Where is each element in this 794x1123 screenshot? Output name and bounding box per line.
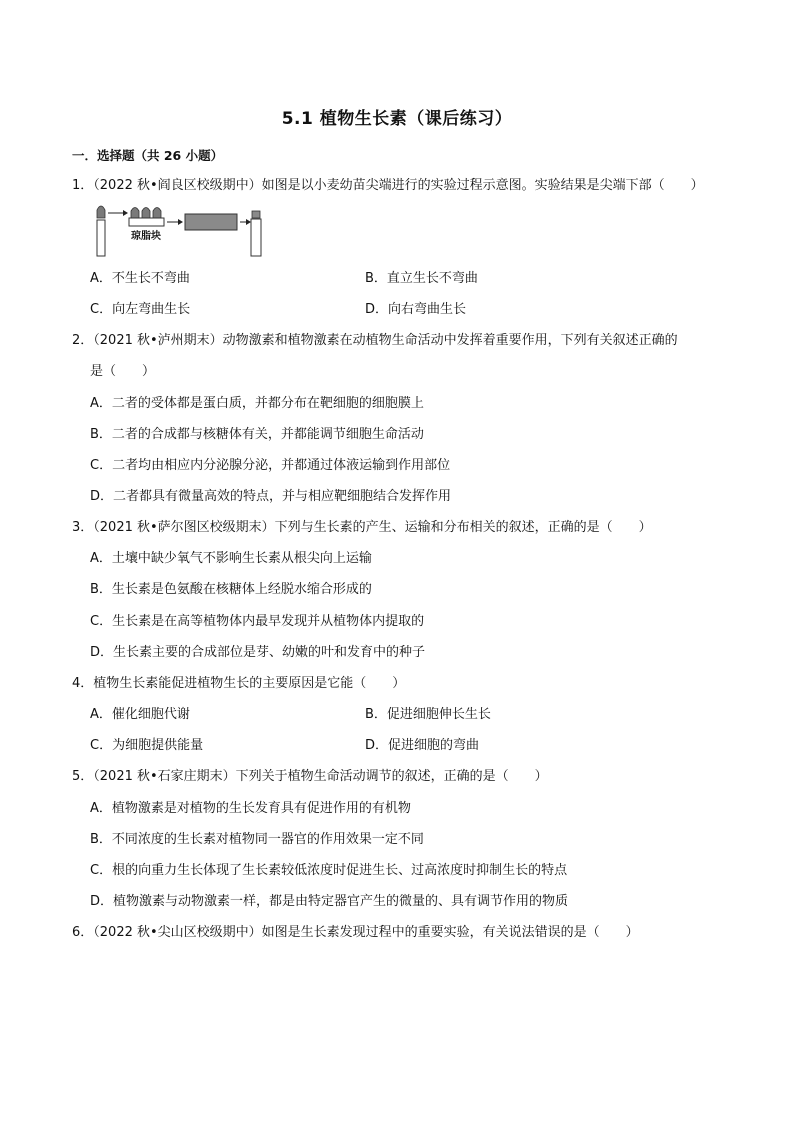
question-2-option-d[interactable]: D．二者都具有微量高效的特点，并与相应靶细胞结合发挥作用 <box>90 489 452 504</box>
question-1-stem: 1．（2022 秋•阎良区校级期中）如图是以小麦幼苗尖端进行的实验过程示意图。实验结果是尖端下部（ ） <box>72 178 704 193</box>
question-1-option-c[interactable]: C．向左弯曲生长 <box>90 302 191 317</box>
question-4-option-b[interactable]: B．促进细胞伸长生长 <box>365 707 491 722</box>
question-5-option-b[interactable]: B．不同浓度的生长素对植物同一器官的作用效果一定不同 <box>90 832 424 847</box>
question-3-option-d[interactable]: D．生长素主要的合成部位是芽、幼嫩的叶和发育中的种子 <box>90 645 426 660</box>
question-5-option-a[interactable]: A．植物激素是对植物的生长发育具有促进作用的有机物 <box>90 801 411 816</box>
question-1-option-b[interactable]: B．直立生长不弯曲 <box>365 271 478 286</box>
arrow-icon <box>240 219 251 225</box>
question-4-option-a[interactable]: A．催化细胞代谢 <box>90 707 190 722</box>
question-2-option-b[interactable]: B．二者的合成都与核糖体有关，并都能调节细胞生命活动 <box>90 427 424 442</box>
question-3-option-a[interactable]: A．土壤中缺少氧气不影响生长素从根尖向上运输 <box>90 551 372 566</box>
tips-on-agar <box>129 208 164 227</box>
question-4-stem: 4．植物生长素能促进植物生长的主要原因是它能（ ） <box>72 676 406 691</box>
agar-block <box>185 214 237 230</box>
question-2-stem: 2．（2021 秋•泸州期末）动物激素和植物激素在动植物生命活动中发挥着重要作用，下列有关叙述正确的 <box>72 333 678 348</box>
question-4-option-c[interactable]: C．为细胞提供能量 <box>90 738 204 753</box>
question-3-option-c[interactable]: C．生长素是在高等植物体内最早发现并从植物体内提取的 <box>90 614 425 629</box>
seedling-tip-left <box>97 206 105 256</box>
question-5-stem: 5．（2021 秋•石家庄期末）下列关于植物生命活动调节的叙述，正确的是（ ） <box>72 769 548 784</box>
question-3-option-b[interactable]: B．生长素是色氨酸在核糖体上经脱水缩合形成的 <box>90 582 372 597</box>
experiment-figure <box>90 202 280 258</box>
agar-label: 琼脂块 <box>131 231 161 242</box>
arrow-icon <box>167 219 183 225</box>
question-3-stem: 3．（2021 秋•萨尔图区校级期末）下列与生长素的产生、运输和分布相关的叙述，正确的是（ ） <box>72 520 652 535</box>
section-title: 一．选择题（共 26 小题） <box>72 148 224 163</box>
question-6-stem: 6．（2022 秋•尖山区校级期中）如图是生长素发现过程中的重要实验，有关说法错误的是（ ） <box>72 925 639 940</box>
question-2-option-c[interactable]: C．二者均由相应内分泌腺分泌，并都通过体液运输到作用部位 <box>90 458 451 473</box>
question-2-option-a[interactable]: A．二者的受体都是蛋白质，并都分布在靶细胞的细胞膜上 <box>90 396 424 411</box>
question-5-option-d[interactable]: D．植物激素与动物激素一样，都是由特定器官产生的微量的、具有调节作用的物质 <box>90 894 569 909</box>
question-5-option-c[interactable]: C．根的向重力生长体现了生长素较低浓度时促进生长、过高浓度时抑制生长的特点 <box>90 863 568 878</box>
question-1-option-a[interactable]: A．不生长不弯曲 <box>90 271 190 286</box>
question-4-option-d[interactable]: D．促进细胞的弯曲 <box>365 738 480 753</box>
page-title: 5.1 植物生长素（课后练习） <box>281 109 513 129</box>
arrow-icon <box>108 210 128 216</box>
question-2-stem-cont: 是（ ） <box>90 364 156 379</box>
question-1-option-d[interactable]: D．向右弯曲生长 <box>365 302 467 317</box>
seedling-with-block <box>251 211 261 256</box>
